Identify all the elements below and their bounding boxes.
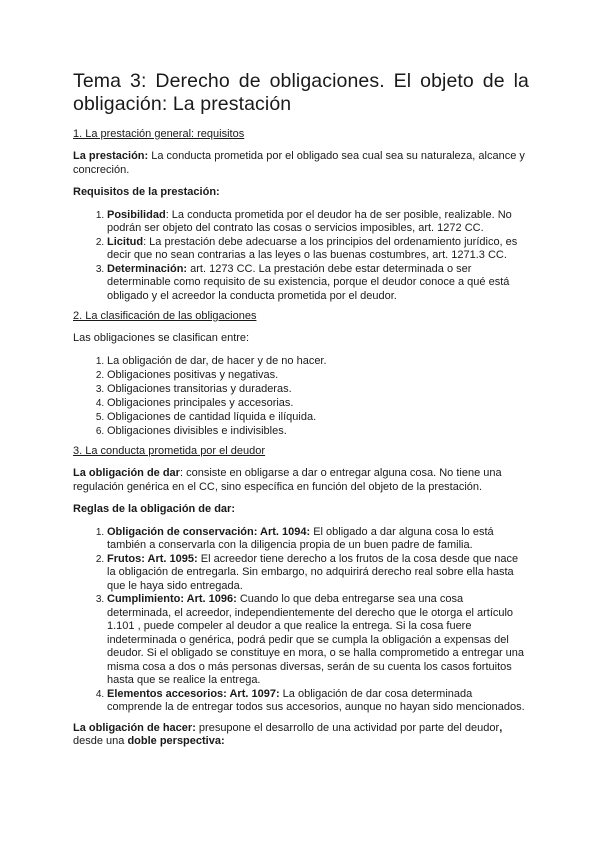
dar-text: : consiste en obligarse a dar o entregar alguna cosa. No tiene una regulación genérica en el CC, sino específica en función del objeto de la prestación. bbox=[73, 467, 502, 493]
clasificacion-list bbox=[73, 355, 529, 439]
item-term: Cumplimiento: Art. 1096: bbox=[107, 593, 237, 605]
hacer-text: presupone el desarrollo de una actividad por parte del deudor bbox=[195, 721, 500, 734]
list-item bbox=[107, 688, 529, 715]
list-item: 6. Obligaciones divisibles e indivisibles. bbox=[107, 425, 529, 439]
list-item: 4. Obligaciones principales y accesorias. bbox=[107, 397, 529, 411]
item-text: La obligación de dar cosa determinada comprende la de entregar todos sus accesorios, aunque no hayan sido mencionados. bbox=[107, 687, 525, 713]
section-heading-1: 1. La prestación general: requisitos bbox=[73, 128, 245, 140]
list-item: 1. La obligación de dar, de hacer y de no hacer. bbox=[107, 355, 529, 369]
reglas-heading: Reglas de la obligación de dar: bbox=[73, 503, 235, 515]
item-term: Elementos accesorios: Art. 1097: bbox=[107, 687, 280, 700]
list-item bbox=[107, 236, 529, 263]
list-item bbox=[107, 263, 529, 304]
hacer-bold-2: doble perspectiva: bbox=[127, 735, 225, 747]
list-item: 3. Obligaciones transitorias y duraderas. bbox=[107, 383, 529, 397]
item-term: Posibilidad bbox=[107, 208, 166, 221]
item-text: : La prestación debe adecuarse a los principios del ordenamiento jurídico, es decir que no sean contrarias a las leyes o las buenas costumbres, art. 1271.3 CC. bbox=[107, 235, 518, 261]
hacer-text-2: desde una bbox=[73, 735, 128, 747]
list-item bbox=[107, 593, 529, 688]
item-term: Frutos: Art. 1095: bbox=[107, 552, 198, 565]
definition-text: La conducta prometida por el obligado sea cual sea su naturaleza, alcance y concreción. bbox=[73, 150, 525, 176]
list-item bbox=[107, 209, 529, 236]
section-heading-2: 2. La clasificación de las obligaciones bbox=[73, 310, 257, 322]
section-heading-3: 3. La conducta prometida por el deudor bbox=[73, 445, 266, 457]
obligacion-hacer-paragraph bbox=[73, 722, 529, 749]
item-term: Determinación: bbox=[107, 262, 188, 275]
item-term: Licitud bbox=[107, 235, 144, 248]
list-item bbox=[107, 553, 529, 594]
item-text: El obligado a dar alguna cosa lo está también a conservarla con la diligencia propia de un buen padre de familia. bbox=[107, 525, 494, 551]
prestacion-definition bbox=[73, 150, 529, 177]
requisitos-list bbox=[73, 209, 529, 304]
item-text: art. 1273 CC. La prestación debe estar determinada o ser determinable como requisito de su existencia, porque el deudor conoce a qué está obligado y el acreedor la conducta prometida por el deudor. bbox=[107, 262, 510, 302]
obligacion-dar-paragraph bbox=[73, 467, 529, 494]
definition-term: La prestación: bbox=[73, 150, 149, 162]
item-term: Obligación de conservación: Art. 1094: bbox=[107, 525, 311, 538]
hacer-term: La obligación de hacer: bbox=[73, 721, 196, 734]
dar-term: La obligación de dar bbox=[73, 467, 180, 479]
list-item: 5. Obligaciones de cantidad líquida e ilíquida. bbox=[107, 411, 529, 425]
list-item: 2. Obligaciones positivas y negativas. bbox=[107, 369, 529, 383]
item-text: El acreedor tiene derecho a los frutos de la cosa desde que nace la obligación de entregarla. Sin embargo, no adquirirá derecho real sobre ella hasta que le haya sido entregada. bbox=[107, 552, 519, 592]
item-text: Cuando lo que deba entregarse sea una cosa determinada, el acreedor, independientemente del derecho que le otorga el artículo 1.101 , puede compeler al deudor a que realice la entrega. Si la cosa fuere indeterminada o genérica, podrá pedir que se cumpla la obligación a expensas del deudor. Si el obligado se constituye en mora, o se halla comprometido a entregar una misma cosa a dos o más personas diversas, serán de su cuenta los casos fortuitos hasta que se realice la entrega. bbox=[107, 593, 525, 686]
clasificacion-intro: Las obligaciones se clasifican entre: bbox=[73, 332, 250, 344]
reglas-list bbox=[73, 526, 529, 715]
requisitos-heading: Requisitos de la prestación: bbox=[73, 186, 220, 198]
page-title: Tema 3: Derecho de obligaciones. El objeto de la obligación: La prestación bbox=[73, 70, 529, 115]
hacer-comma: , bbox=[499, 721, 503, 734]
list-item bbox=[107, 526, 529, 553]
item-text: : La conducta prometida por el deudor ha de ser posible, realizable. No podrán ser objeto del contrato las cosas o servicios imposibles, art. 1272 CC. bbox=[107, 208, 512, 234]
